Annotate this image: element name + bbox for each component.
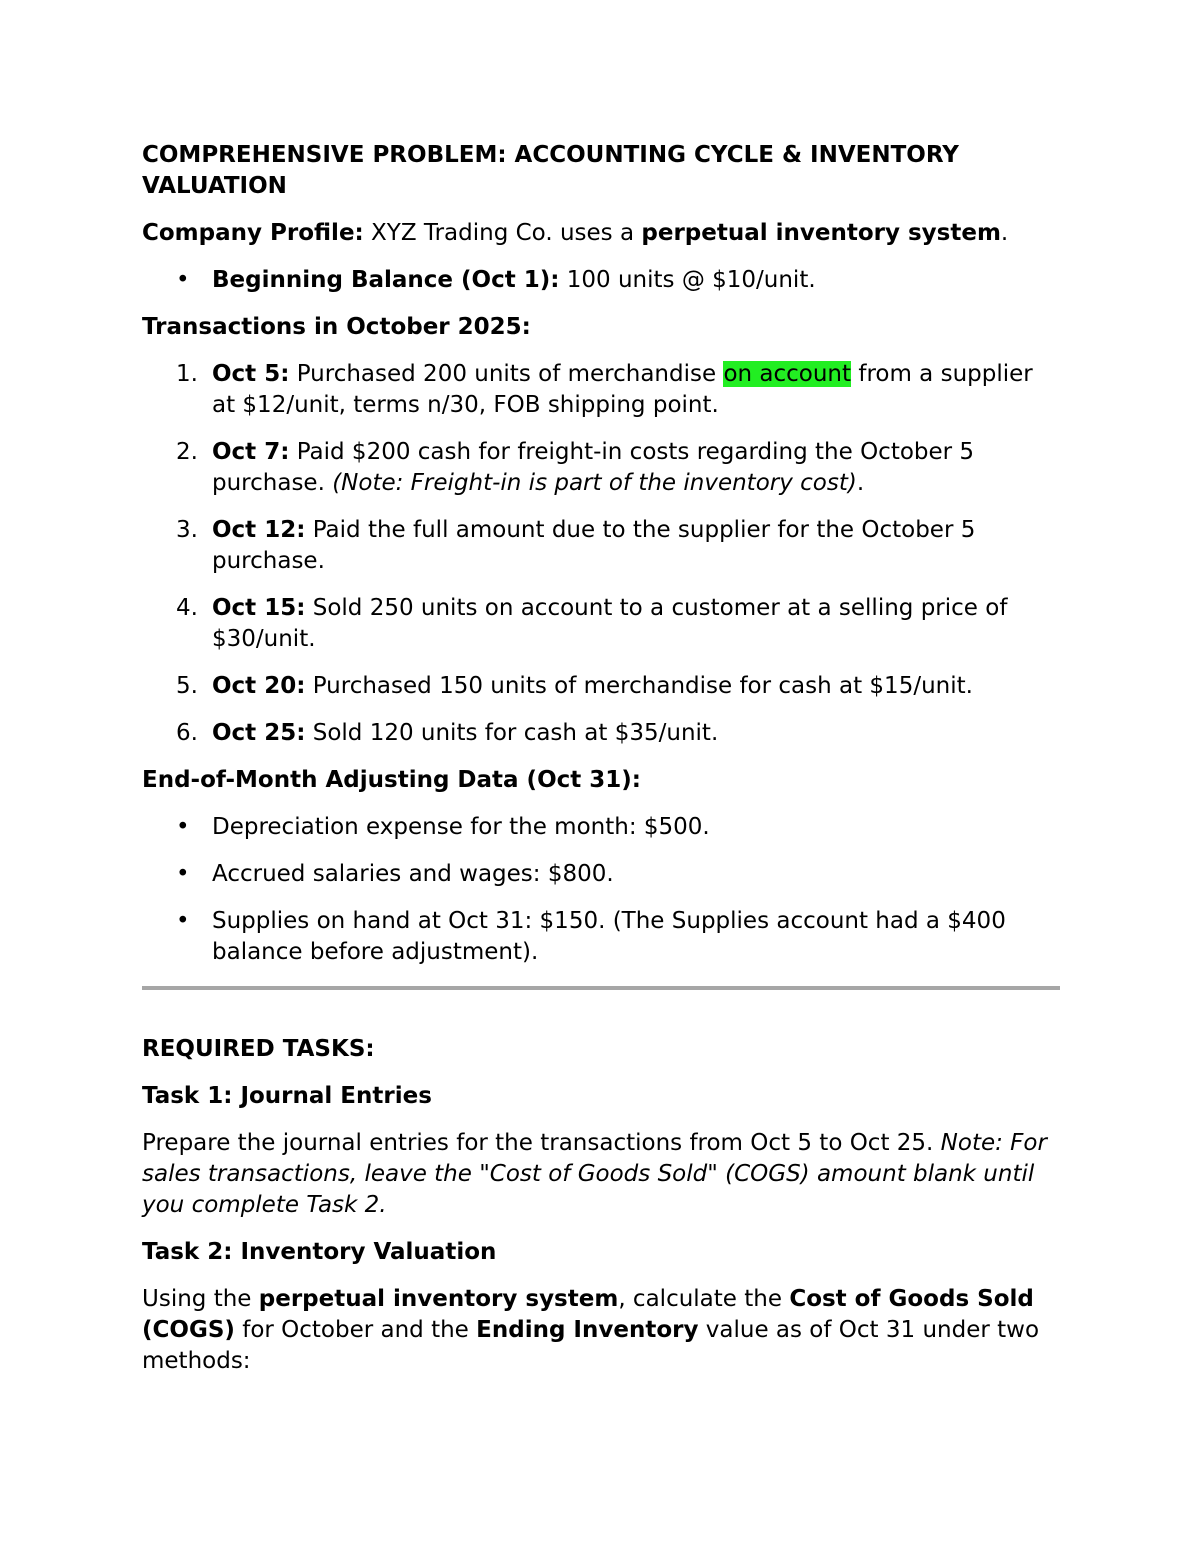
document-title: COMPREHENSIVE PROBLEM: ACCOUNTING CYCLE & INVENTORY VALUATION	[142, 142, 959, 199]
task2-text-1: Using the	[142, 1286, 259, 1312]
task1-heading: Task 1: Journal Entries	[142, 1083, 432, 1109]
list-number: 1.	[176, 361, 198, 387]
adjusting-text: Accrued salaries and wages: $800.	[212, 861, 614, 887]
list-number: 3.	[176, 517, 198, 543]
adjusting-list	[142, 812, 1060, 968]
transaction-date: Oct 20:	[212, 673, 306, 699]
company-profile-emphasis: perpetual inventory system	[641, 220, 1001, 246]
list-item-transaction	[142, 593, 1060, 655]
transaction-date: Oct 15:	[212, 595, 306, 621]
company-profile-text-post: .	[1000, 220, 1009, 246]
task1-description	[142, 1128, 1060, 1221]
transaction-note: (Note: Freight-in is part of the inventory cost)	[332, 470, 857, 496]
transaction-text-post: .	[856, 470, 865, 496]
list-item-transaction	[142, 437, 1060, 499]
task2-text-4: value as of Oct 31 under two methods:	[142, 1317, 1040, 1374]
task2-bold-1: perpetual inventory system	[258, 1286, 619, 1312]
list-item-beginning-balance	[142, 265, 1060, 296]
list-item-transaction	[142, 359, 1060, 421]
transaction-text: Purchased 150 units of merchandise for cash at $15/unit.	[305, 673, 973, 699]
beginning-balance-label: Beginning Balance (Oct 1):	[212, 267, 560, 293]
transaction-date: Oct 7:	[212, 439, 290, 465]
list-item-adjusting	[142, 812, 1060, 843]
list-number: 5.	[176, 673, 198, 699]
task2-text-2: , calculate the	[618, 1286, 790, 1312]
task2-text-3: for October and the	[234, 1317, 477, 1343]
bullet-marker: •	[176, 908, 190, 934]
document-page	[142, 140, 1060, 1393]
task2-bold-2: Cost of Goods Sold (COGS)	[142, 1286, 1034, 1343]
bullet-marker: •	[176, 814, 190, 840]
bullet-marker: •	[176, 861, 190, 887]
horizontal-rule	[142, 986, 1060, 990]
list-item-transaction	[142, 515, 1060, 577]
list-item-transaction	[142, 671, 1060, 702]
required-tasks-heading: REQUIRED TASKS:	[142, 1036, 375, 1062]
transaction-text: Purchased 200 units of merchandise	[289, 361, 724, 387]
company-profile	[142, 218, 1060, 249]
transaction-text: Paid $200 cash for freight-in costs regarding the October 5 purchase.	[212, 439, 975, 496]
task2-heading: Task 2: Inventory Valuation	[142, 1239, 497, 1265]
transactions-heading: Transactions in October 2025:	[142, 314, 531, 340]
transaction-date: Oct 25:	[212, 720, 306, 746]
transaction-text: Sold 250 units on account to a customer at a selling price of $30/unit.	[212, 595, 1008, 652]
list-number: 2.	[176, 439, 198, 465]
adjusting-text: Supplies on hand at Oct 31: $150. (The Supplies account had a $400 balance before adjustment).	[212, 908, 1006, 965]
transaction-text: Paid the full amount due to the supplier for the October 5 purchase.	[212, 517, 976, 574]
list-item-adjusting	[142, 906, 1060, 968]
bullet-marker: •	[176, 267, 190, 293]
task2-bold-3: Ending Inventory	[476, 1317, 699, 1343]
adjusting-heading: End-of-Month Adjusting Data (Oct 31):	[142, 767, 641, 793]
task1-note: Note: For sales transactions, leave the "Cost of Goods Sold" (COGS) amount blank until you complete Task 2.	[142, 1130, 1047, 1218]
company-profile-text-pre: XYZ Trading Co. uses a	[363, 220, 642, 246]
highlighted-text: on account	[723, 361, 852, 387]
transaction-date: Oct 12:	[212, 517, 306, 543]
transactions-list	[142, 359, 1060, 749]
transaction-text: Sold 120 units for cash at $35/unit.	[305, 720, 719, 746]
transaction-text-post: from a supplier at $12/unit, terms n/30, FOB shipping point.	[212, 361, 1033, 418]
task2-description	[142, 1284, 1060, 1377]
beginning-balance-list	[142, 265, 1060, 296]
beginning-balance-text: 100 units @ $10/unit.	[559, 267, 816, 293]
adjusting-text: Depreciation expense for the month: $500.	[212, 814, 710, 840]
company-profile-label: Company Profile:	[142, 220, 364, 246]
list-item-transaction	[142, 718, 1060, 749]
list-item-adjusting	[142, 859, 1060, 890]
transaction-date: Oct 5:	[212, 361, 290, 387]
list-number: 6.	[176, 720, 198, 746]
task1-text: Prepare the journal entries for the transactions from Oct 5 to Oct 25.	[142, 1130, 941, 1156]
list-number: 4.	[176, 595, 198, 621]
